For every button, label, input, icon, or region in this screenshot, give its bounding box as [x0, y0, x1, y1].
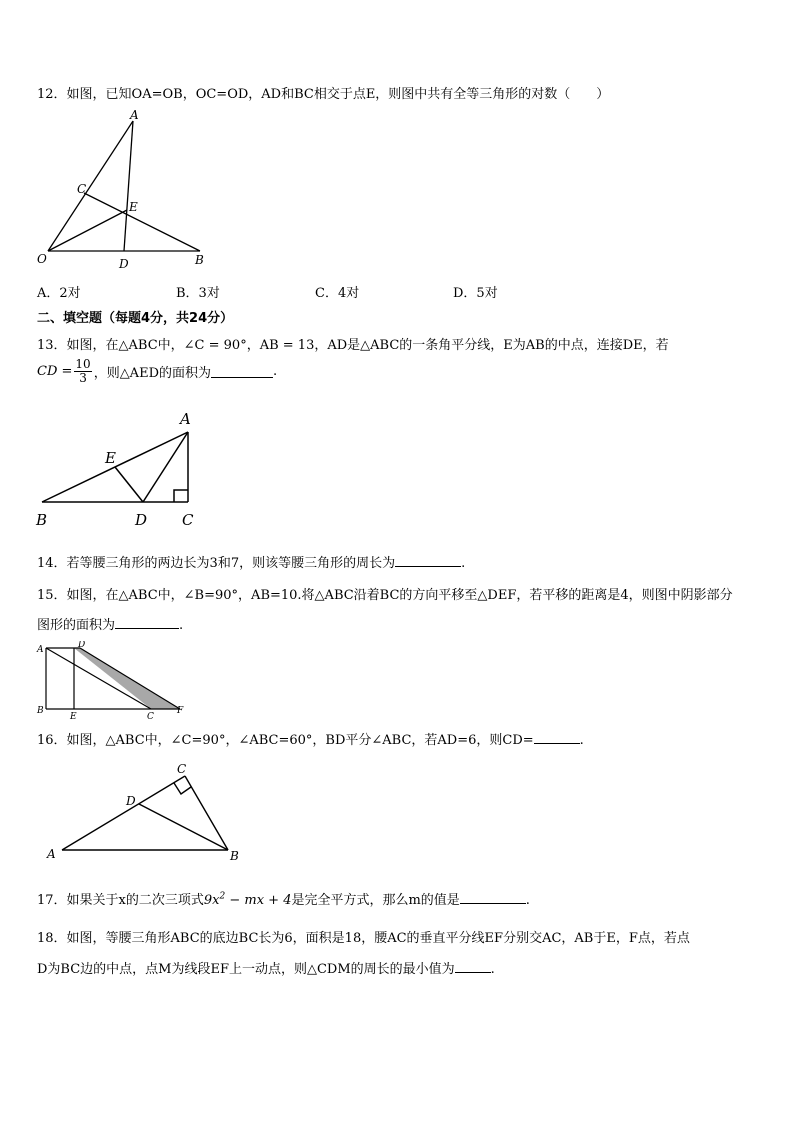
label-d: D [126, 794, 136, 808]
q14-line [37, 552, 465, 571]
q13-line1: 13．如图，在△ABC中，∠C = 90°，AB = 13，AD是△ABC的一条角平分线，E为AB的中点，连接DE，若 [37, 338, 669, 353]
q12-option-a: A．2对 [37, 286, 81, 301]
label-a: A [47, 847, 56, 861]
label-c: C [177, 762, 187, 776]
q15-end: . [179, 618, 184, 633]
q17-expr-b: − mx + 4 [225, 893, 292, 908]
q13-frac-num: 10 [75, 357, 91, 371]
q12-option-c: C．4对 [315, 286, 360, 301]
q17-answer-blank[interactable] [460, 891, 526, 904]
q14-text: 14．若等腰三角形的两边长为3和7，则该等腰三角形的周长为 [37, 556, 396, 571]
q17-end: . [525, 893, 530, 908]
q13-end: . [273, 364, 278, 379]
label-a: A [180, 410, 191, 428]
q13-line2 [37, 358, 277, 385]
line-oa [48, 121, 133, 251]
q13-fraction [74, 358, 91, 385]
q17-expr-a: 9x [203, 893, 220, 908]
q18-line1: 18．如图，等腰三角形ABC的底边BC长为6，面积是18，腰AC的垂直平分线EF分别交AC，AB于E，F点，若点 [37, 931, 690, 946]
label-b: B [36, 511, 48, 529]
q16-line [37, 729, 584, 748]
q15-line1: 15．如图，在△ABC中，∠B=90°，AB=10.将△ABC沿着BC的方向平移至△DEF，若平移的距离是4，则图中阴影部分 [37, 588, 733, 603]
label-c: C [77, 182, 87, 196]
section-heading: 二、填空题（每题4分，共24分） [37, 311, 234, 326]
label-d: D [119, 257, 129, 270]
q14-answer-blank[interactable] [395, 554, 461, 567]
label-b: B [195, 253, 204, 267]
line-ac [62, 776, 185, 850]
right-angle-mark [174, 490, 188, 502]
q17-line [37, 889, 530, 908]
q13-frac-den: 3 [79, 371, 87, 385]
q12-option-b: B．3对 [176, 286, 220, 301]
label-b: B [37, 706, 44, 716]
q13-figure [30, 408, 210, 533]
q17-suffix: 是完全平方式，那么m的值是 [291, 893, 460, 908]
label-d: D [78, 641, 86, 650]
q15-text2: 图形的面积为 [37, 618, 116, 633]
q18-end: . [490, 962, 495, 977]
q16-end: . [579, 733, 584, 748]
q15-answer-blank[interactable] [115, 616, 179, 629]
line-ad [124, 121, 133, 251]
label-b: B [230, 849, 239, 863]
line-oe [48, 210, 127, 251]
q15-figure [35, 641, 190, 721]
q17-expr-sup: 2 [219, 891, 226, 902]
label-a: A [130, 108, 139, 122]
q13-answer-blank[interactable] [211, 365, 273, 378]
label-e: E [129, 200, 138, 214]
q14-end: . [461, 556, 466, 571]
label-c: C [147, 712, 154, 721]
q17-prefix: 17．如果关于x的二次三项式 [37, 893, 204, 908]
q12-option-d: D．5对 [453, 286, 498, 301]
q13-cd: CD = [37, 364, 73, 379]
line-ac [46, 648, 151, 709]
label-a: A [37, 645, 44, 655]
label-c: C [182, 511, 194, 529]
label-e: E [70, 712, 77, 721]
label-e: E [105, 449, 116, 467]
label-o: O [37, 252, 47, 266]
label-f: F [177, 706, 184, 716]
label-d: D [135, 511, 148, 529]
q16-answer-blank[interactable] [534, 731, 580, 744]
q16-text: 16．如图，△ABC中，∠C=90°，∠ABC=60°，BD平分∠ABC，若AD=6，则CD= [37, 733, 534, 748]
q18-line2 [37, 958, 495, 977]
q12-text: 12．如图，已知OA=OB，OC=OD，AD和BC相交于点E，则图中共有全等三角形的对数（ ） [37, 87, 610, 102]
q18-answer-blank[interactable] [455, 960, 491, 973]
q13-suffix: ，则△AED的面积为 [93, 366, 211, 381]
q18-text2: D为BC边的中点，点M为线段EF上一动点，则△CDM的周长的最小值为 [37, 962, 455, 977]
q17-expr [204, 893, 292, 908]
q15-line2 [37, 614, 183, 633]
line-df [80, 648, 180, 709]
q12-figure [30, 105, 220, 270]
line-ed [115, 467, 143, 502]
q16-figure [40, 762, 250, 867]
right-angle-mark [174, 783, 191, 794]
line-cb [84, 193, 200, 251]
